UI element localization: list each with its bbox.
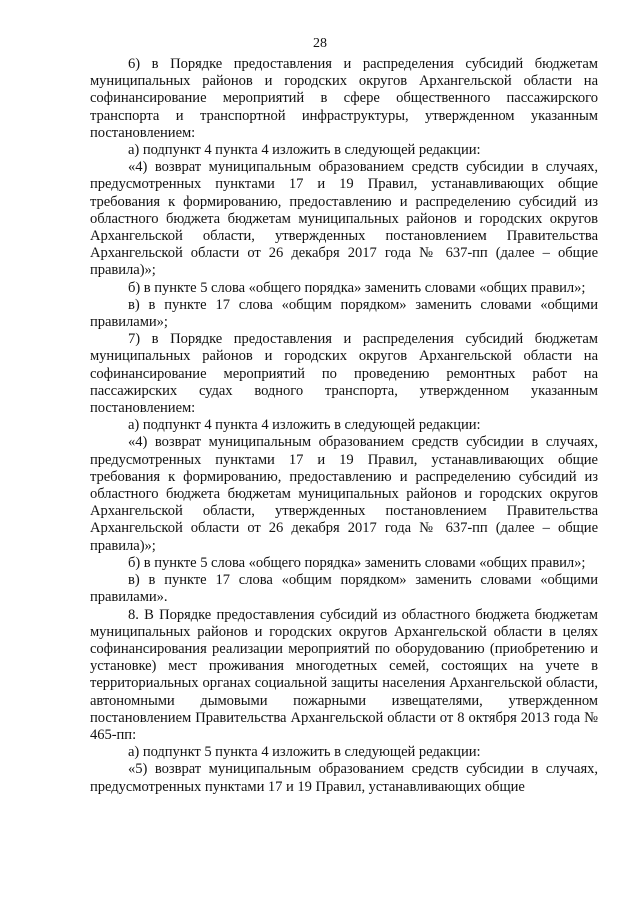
paragraph-7: 7) в Порядке предоставления и распределения субсидий бюджетам муниципальных районов и городских округов Архангельской области на софинансирование мероприятий по проведению ремонтных работ на пассажирских судах водного транспорта, утвержденном указанным постановлением: [90,331,598,417]
paragraph-6a-text: «4) возврат муниципальным образованием средств субсидии в случаях, предусмотренных пунктами 17 и 19 Правил, устанавливающих общие требования к формированию, предоставлению и распределению субсидий из областного бюджета бюджетам муниципальных районов и городских округов Архангельской области, утвержденных постановлением Правительства Архангельской области от 26 декабря 2017 года № 637-пп (далее – общие правила)»; [90,159,598,279]
paragraph-8a: а) подпункт 5 пункта 4 изложить в следующей редакции: [128,744,481,761]
paragraph-7a: а) подпункт 4 пункта 4 изложить в следующей редакции: [128,417,481,434]
document-body [90,56,598,796]
paragraph-6: 6) в Порядке предоставления и распределения субсидий бюджетам муниципальных районов и городских округов Архангельской области на софинансирование мероприятий в сфере общественного пассажирского транспорта и транспортной инфраструктуры, утвержденном указанным постановлением: [90,56,598,141]
paragraph-8: 8. В Порядке предоставления субсидий из областного бюджета бюджетам муниципальных районов и городских округов Архангельской области в целях софинансирования реализации мероприятий по оборудованию (приобретению и установке) мест проживания многодетных семей, состоящих на учете в территориальных органах социальной защиты населения Архангельской области, автономными дымовыми пожарными извещателями, утвержденном постановлением Правительства Архангельской области от 8 октября 2013 года № 465-пп: [90,606,598,743]
paragraph-7b: б) в пункте 5 слова «общего порядка» заменить словами «общих правил»; [128,554,586,571]
paragraph-8a-text: «5) возврат муниципальным образованием средств субсидии в случаях, предусмотренных пунктами 17 и 19 Правил, устанавливающих общие [90,761,598,795]
paragraph-6b: б) в пункте 5 слова «общего порядка» заменить словами «общих правил»; [128,279,586,296]
paragraph-6v: в) в пункте 17 слова «общим порядком» заменить словами «общими правилами»; [90,296,598,331]
page-number: 28 [313,36,327,51]
paragraph-6a: а) подпункт 4 пункта 4 изложить в следующей редакции: [128,142,481,159]
paragraph-7v: в) в пункте 17 слова «общим порядком» заменить словами «общими правилами». [90,572,598,606]
paragraph-7a-text: «4) возврат муниципальным образованием средств субсидии в случаях, предусмотренных пунктами 17 и 19 Правил, устанавливающих общие требования к формированию, предоставлению и распределению субсидий из областного бюджета бюджетам муниципальных районов и городских округов Архангельской области, утвержденных постановлением Правительства Архангельской области от 26 декабря 2017 года № 637-пп (далее – общие правила)»; [90,434,598,554]
